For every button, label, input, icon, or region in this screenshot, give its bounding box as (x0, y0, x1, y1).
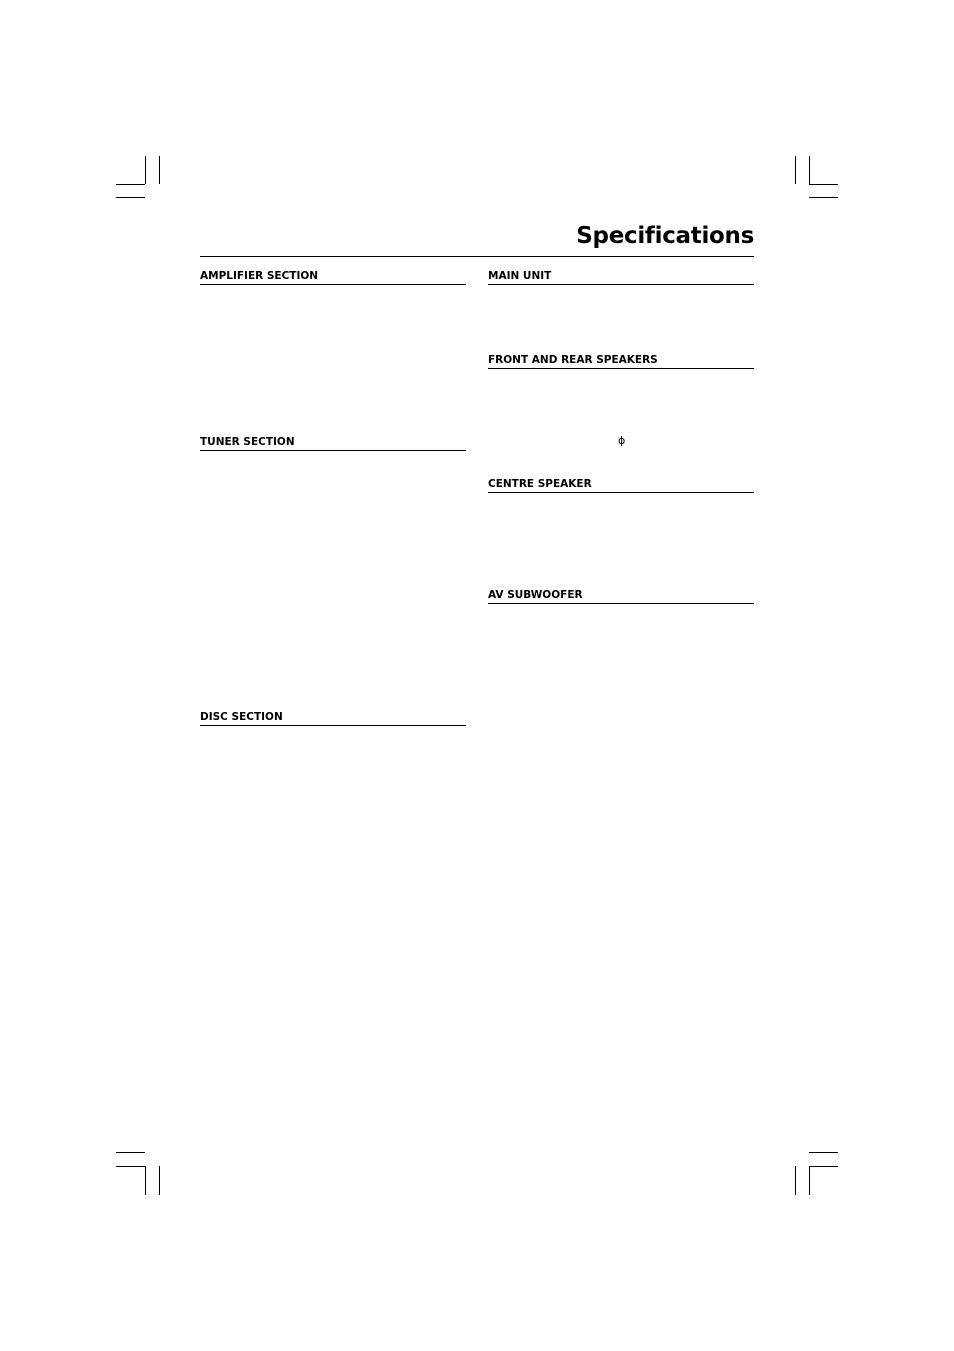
section-heading-main-unit: MAIN UNIT (488, 269, 754, 285)
phi-symbol: ϕ (618, 434, 626, 447)
crop-mark (145, 156, 146, 184)
crop-mark (159, 156, 160, 184)
crop-mark (116, 197, 145, 198)
section-heading-tuner: TUNER SECTION (200, 435, 466, 451)
section-heading-av-subwoofer: AV SUBWOOFER (488, 588, 754, 604)
crop-mark (159, 1166, 160, 1195)
crop-mark (116, 1152, 145, 1153)
crop-mark (116, 184, 145, 185)
title-rule (200, 256, 754, 257)
section-heading-centre-speaker: CENTRE SPEAKER (488, 477, 754, 493)
crop-mark (795, 156, 796, 184)
crop-mark (795, 1166, 796, 1195)
crop-mark (145, 1166, 146, 1195)
crop-mark (809, 1152, 838, 1153)
section-heading-amplifier: AMPLIFIER SECTION (200, 269, 466, 285)
crop-mark (809, 1166, 838, 1167)
crop-mark (809, 197, 838, 198)
section-heading-front-rear-speakers: FRONT AND REAR SPEAKERS (488, 353, 754, 369)
section-heading-disc: DISC SECTION (200, 710, 466, 726)
crop-mark (116, 1166, 145, 1167)
crop-mark (809, 1166, 810, 1195)
crop-mark (809, 184, 838, 185)
crop-mark (809, 156, 810, 184)
page-title: Specifications (576, 223, 754, 249)
